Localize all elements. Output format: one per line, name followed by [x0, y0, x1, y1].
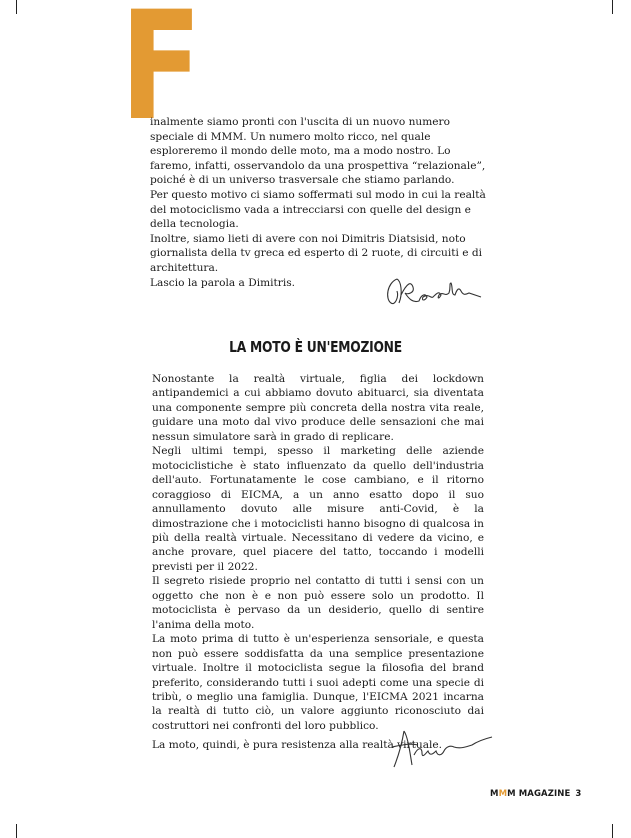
logo-letter: M [498, 789, 508, 799]
body-paragraph: Negli ultimi tempi, spesso il marketing delle aziende motociclistiche è stato influenzato da quello dell'industria dell'auto. Fortunatamente le cose cambiano, e il ritorno coraggioso di EICMA, a un anno esatto dopo il suo annullamento dovuto alle misure anti-Covid, è la dimostrazione che i motociclisti hanno bisogno di qualcosa in più della realtà virtuale. Necessitano di vedere da vicino, e anche provare, quel piacere del tatto, toccando i modelli previsti per il 2022. [152, 445, 484, 573]
editor-signature [383, 273, 483, 309]
body-closing: La moto, quindi, è pura resistenza alla realtà virtuale. [152, 739, 443, 752]
logo-letter: M [490, 789, 499, 799]
intro-paragraph: inalmente siamo pronti con l'uscita di un nuovo numero speciale di MMM. Un numero molto ricco, nel quale esploreremo il mondo delle moto, ma a modo nostro. Lo faremo, infatti, osservandolo da una prospettiva “relazionale”, poiché è di un universo trasversale che stiamo parlando. [150, 116, 486, 187]
author-signature [388, 723, 500, 771]
body-paragraph: Nonostante la realtà virtuale, figlia dei lockdown antipandemici a cui abbiamo dovuto abituarci, sia diventata una componente sempre più concreta della nostra vita reale, guidare una moto dal vivo produce delle sensazioni che mai nessun simulatore sarà in grado di replicare. [152, 373, 484, 443]
editorial-intro [150, 115, 495, 290]
crop-mark [612, 824, 613, 838]
body-paragraph: La moto prima di tutto è un'esperienza sensoriale, e questa non può essere soddisfatta da una semplice presentazione virtuale. Inoltre il motociclista segue la filosofia del brand preferito, considerando tutti i suoi adepti come una specie di tribù, o meglio una famiglia. Dunque, l'EICMA 2021 incarna la realtà di tutto ciò, un valore aggiunto riconosciuto dai costruttori nei confronti del loro pubblico. [152, 633, 484, 732]
page-number: 3 [575, 789, 582, 799]
article-body [152, 372, 484, 753]
section-title: LA MOTO È UN'EMOZIONE [229, 338, 402, 356]
body-paragraph: Il segreto risiede proprio nel contatto di tutti i sensi con un oggetto che non è e non può essere solo un prodotto. Il motociclista è pervaso da un desiderio, quello di sentire l'anima della moto. [152, 575, 484, 631]
magazine-name: MAGAZINE [515, 789, 571, 799]
logo-letter: M [507, 789, 516, 799]
drop-cap: F [120, 0, 202, 154]
crop-mark [16, 824, 17, 838]
intro-paragraph: Inoltre, siamo lieti di avere con noi Dimitris Diatsisid, noto giornalista della tv greca ed esperto di 2 ruote, di circuiti e di architettura. [150, 232, 483, 274]
crop-mark [16, 0, 17, 14]
magazine-logo [490, 789, 516, 799]
footer [490, 789, 581, 799]
crop-mark [612, 0, 613, 14]
intro-paragraph: Per questo motivo ci siamo soffermati sul modo in cui la realtà del motociclismo vada a intrecciarsi con quelle del design e della tecnologia. [150, 188, 486, 231]
intro-paragraph: Lascio la parola a Dimitris. [150, 276, 296, 289]
